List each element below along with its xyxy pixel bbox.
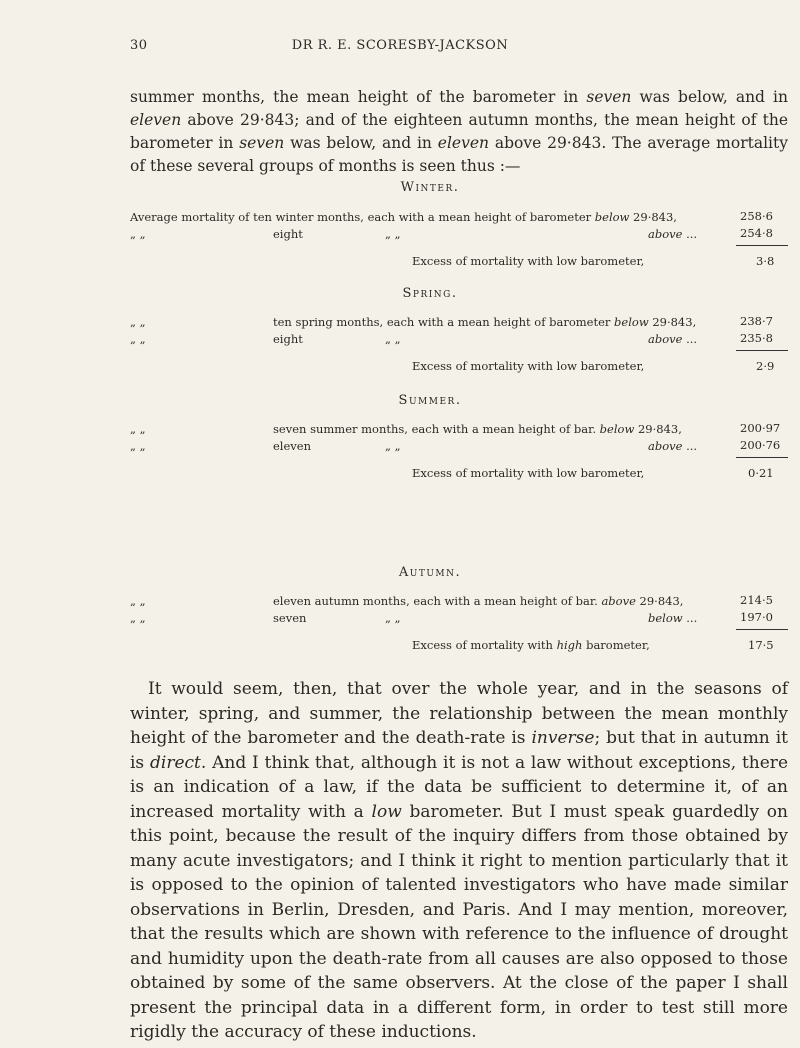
row-relation: below xyxy=(599,422,635,436)
row-tail: ... xyxy=(682,332,698,346)
row-ditto: „ „ xyxy=(130,439,146,453)
closing-emphasis: direct xyxy=(150,752,201,773)
excess-text: Excess of mortality with xyxy=(412,359,557,373)
sum-rule xyxy=(736,629,788,630)
table-row xyxy=(130,420,730,438)
page-number: 30 xyxy=(130,38,148,53)
closing-emphasis: low xyxy=(371,801,402,822)
row-relation: below xyxy=(614,315,649,329)
row-text: seven xyxy=(273,611,307,625)
row-relation: above xyxy=(648,332,683,346)
excess-kind: low xyxy=(556,466,578,480)
excess-text: Excess of mortality with xyxy=(412,638,557,652)
row-tail: ... xyxy=(682,611,698,625)
row-text: eleven autumn months, each with a mean height of bar. xyxy=(273,594,602,608)
intro-text: was below, and in xyxy=(631,88,788,106)
row-text: eleven xyxy=(273,439,311,453)
row-value: 214·5 xyxy=(740,593,773,607)
row-tail: 29·843, xyxy=(635,594,684,608)
row-text: eight xyxy=(273,332,303,346)
row-relation: above xyxy=(648,227,683,241)
intro-paragraph xyxy=(130,86,788,178)
row-relation: below xyxy=(648,611,683,625)
intro-emphasis: eleven xyxy=(130,111,182,129)
excess-text: Excess of mortality with xyxy=(412,466,557,480)
excess-kind: low xyxy=(556,254,578,268)
row-relation: above xyxy=(648,439,683,453)
row-value: 200·76 xyxy=(740,438,781,452)
excess-text: Excess of mortality with xyxy=(412,254,557,268)
closing-text: . And I think that, although it is not a law without exceptions, there is an indication of a law, if the data be sufficient to determine it, of an increased mortality with a xyxy=(130,752,788,822)
excess-value: 17·5 xyxy=(748,638,774,652)
row-ditto: „ „ xyxy=(385,332,401,346)
closing-text: ; but that in autumn it is xyxy=(130,728,788,773)
excess-label xyxy=(412,638,650,652)
row-ditto: „ „ xyxy=(385,611,401,625)
excess-text: barometer, xyxy=(577,254,645,268)
row-value: 254·8 xyxy=(740,226,773,240)
row-tail: 29·843, xyxy=(629,210,677,224)
section-title-summer: Summer. xyxy=(398,393,462,408)
row-relation: below xyxy=(594,210,630,224)
section-title-winter: Winter. xyxy=(400,180,460,195)
intro-emphasis: seven xyxy=(586,88,632,106)
row-value: 197·0 xyxy=(740,610,773,624)
row-text: ten spring months, each with a mean height of barometer xyxy=(273,315,615,329)
page-header xyxy=(0,38,800,58)
intro-text: above 29·843. The average mortality of these several groups of months is seen thus :— xyxy=(130,134,788,175)
running-head: DR R. E. SCORESBY-JACKSON xyxy=(291,38,509,53)
closing-text: barometer. But I must speak guardedly on this point, because the result of the inquiry differs from those obtained by many acute investigators; and I think it right to mention particularly that it is opposed to the opinion of talented investigators who have made similar observations in Berlin, Dresden, and Paris. And I may mention, moreover, that the results which are shown with reference to the influence of drought and humidity upon the death-rate from all causes are also opposed to those obtained by some of the same observers. At the close of the paper I shall present the principal data in a different form, in order to test still more rigidly the accuracy of these inductions. xyxy=(130,801,788,1042)
row-ditto: „ „ xyxy=(385,439,401,453)
excess-text: barometer, xyxy=(577,466,645,480)
row-ditto: „ „ xyxy=(130,315,146,329)
closing-text: It would seem, then, that over the whole year, and in the seasons of winter, spring, and summer, the relationship between the mean monthly height of the barometer and the death-rate is xyxy=(130,679,788,748)
row-tail: 29·843, xyxy=(648,315,697,329)
excess-value: 3·8 xyxy=(756,254,775,268)
excess-value: 2·9 xyxy=(756,359,775,373)
table-row xyxy=(130,225,730,243)
row-text: ten winter months, each with a mean height of barometer xyxy=(253,210,595,224)
excess-kind: high xyxy=(556,638,583,652)
section-title-autumn: Autumn. xyxy=(398,565,462,580)
intro-emphasis: eleven xyxy=(437,134,489,152)
intro-text: above 29·843; and of the eighteen autumn months, the mean height of the barometer in xyxy=(130,111,788,152)
excess-text: barometer, xyxy=(577,359,645,373)
row-ditto: „ „ xyxy=(130,611,146,625)
row-lead: Average mortality of xyxy=(130,210,250,224)
excess-label xyxy=(412,466,644,480)
table-row xyxy=(130,592,730,610)
intro-text: summer months, the mean height of the barometer in xyxy=(130,88,587,106)
row-value: 238·7 xyxy=(740,314,773,328)
row-value: 200·97 xyxy=(740,421,781,435)
excess-text: barometer, xyxy=(582,638,650,652)
table-row xyxy=(130,313,730,331)
intro-emphasis: seven xyxy=(239,134,285,152)
sum-rule xyxy=(736,350,788,351)
row-relation: above xyxy=(601,594,636,608)
sum-rule xyxy=(736,245,788,246)
row-text: eight xyxy=(273,227,303,241)
row-value: 258·6 xyxy=(740,209,773,223)
row-value: 235·8 xyxy=(740,331,773,345)
row-tail: ... xyxy=(682,439,698,453)
table-row xyxy=(130,208,677,226)
excess-label xyxy=(412,359,644,373)
table-row xyxy=(130,330,730,348)
section-title-spring: Spring. xyxy=(402,286,458,301)
closing-paragraph xyxy=(130,677,788,1045)
intro-text: was below, and in xyxy=(284,134,438,152)
row-text: seven summer months, each with a mean height of bar. xyxy=(273,422,600,436)
row-tail: 29·843, xyxy=(634,422,682,436)
table-row xyxy=(130,437,730,455)
excess-value: 0·21 xyxy=(748,466,774,480)
row-ditto: „ „ xyxy=(385,227,401,241)
row-ditto: „ „ xyxy=(130,332,146,346)
closing-emphasis: inverse xyxy=(531,728,595,748)
row-ditto: „ „ xyxy=(130,594,146,608)
excess-label xyxy=(412,254,644,268)
row-ditto: „ „ xyxy=(130,227,146,241)
sum-rule xyxy=(736,457,788,458)
row-tail: ... xyxy=(682,227,698,241)
row-ditto: „ „ xyxy=(130,422,146,436)
excess-kind: low xyxy=(556,359,578,373)
table-row xyxy=(130,609,730,627)
